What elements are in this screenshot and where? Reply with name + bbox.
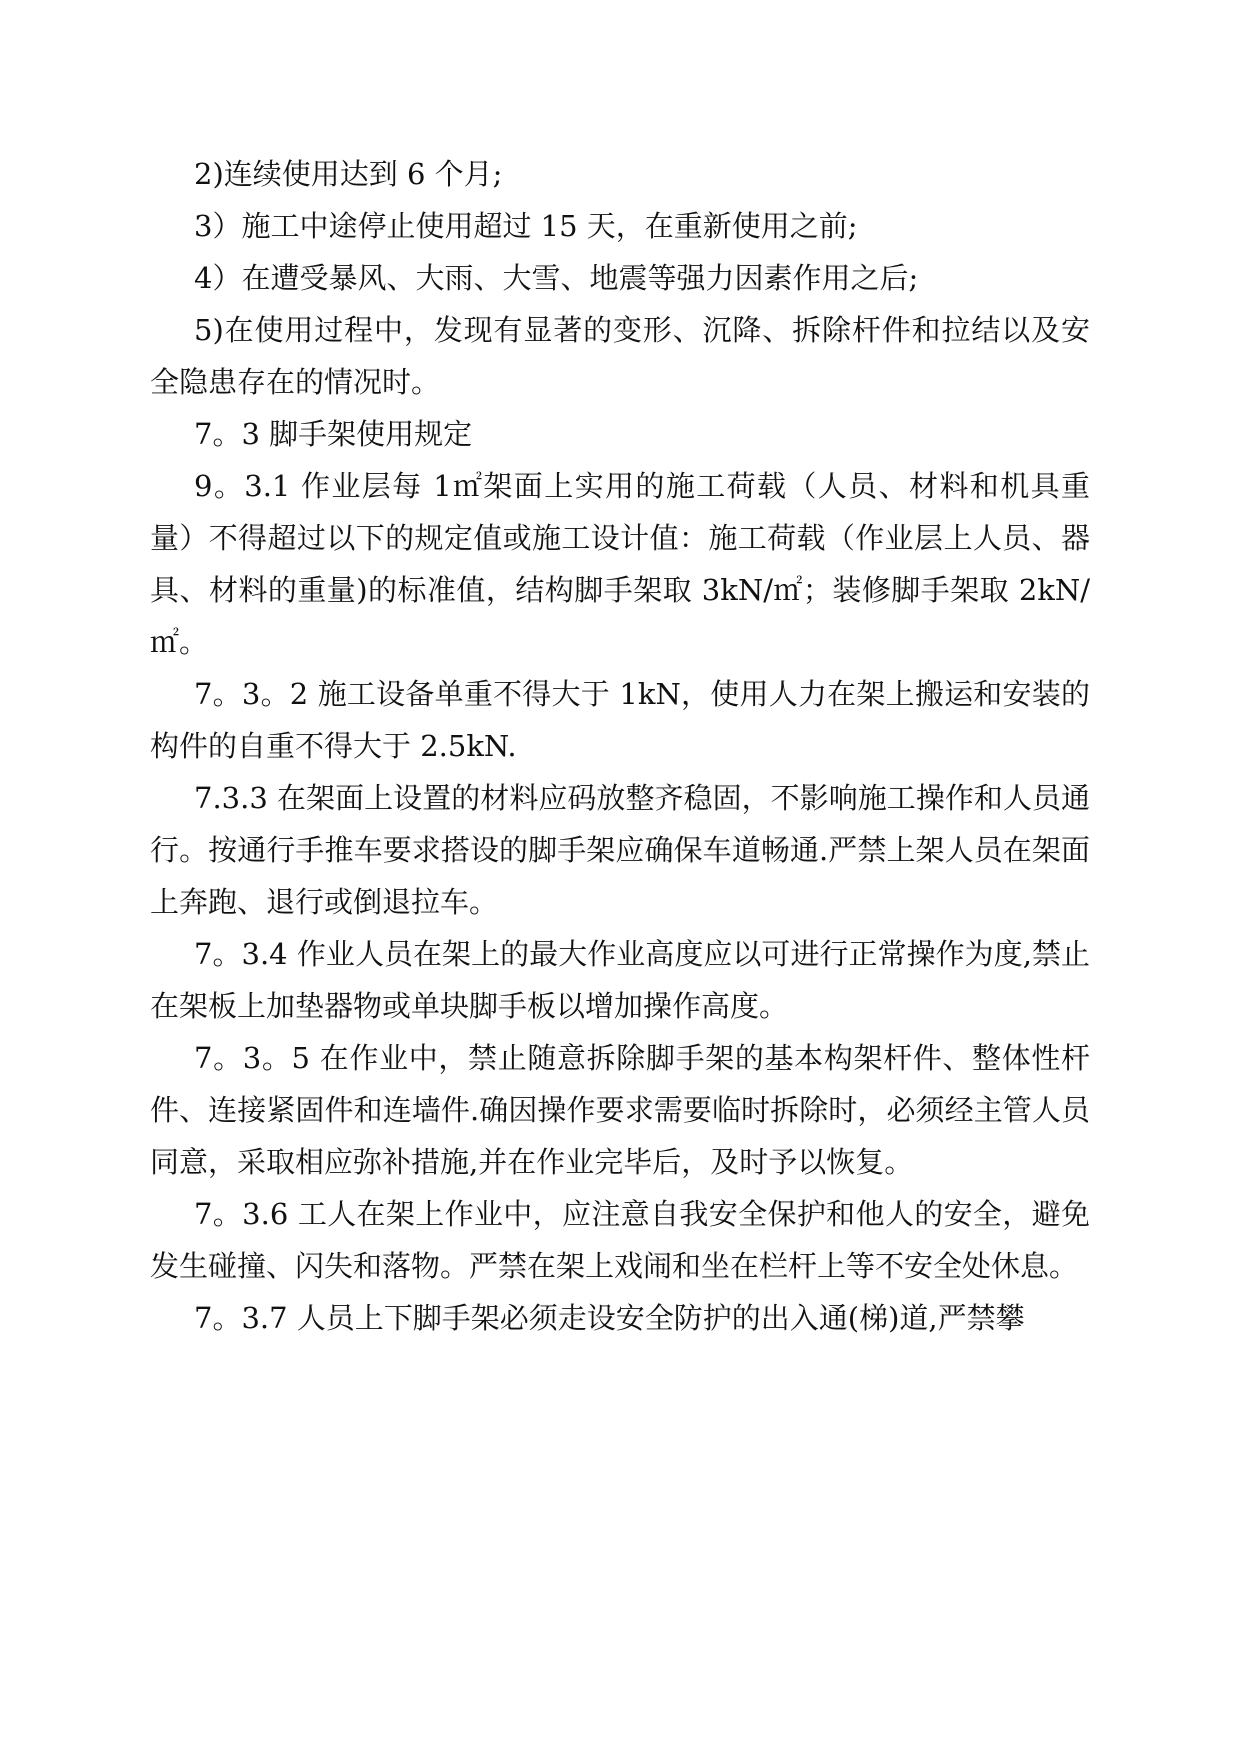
paragraph-7-3-7: 7。3.7 人员上下脚手架必须走设安全防护的出入通(梯)道,严禁攀 [194,1301,1025,1335]
paragraph-item-4: 4）在遭受暴风、大雨、大雪、地震等强力因素作用之后; [194,261,919,295]
paragraph-7-3-4: 7。3.4 作业人员在架上的最大作业高度应以可进行正常操作为度,禁止在架板上加垫器物或单块脚手板以增加操作高度。 [150,937,1090,1023]
paragraph-7-3-2: 7。3。2 施工设备单重不得大于 1kN，使用人力在架上搬运和安装的构件的自重不得大于 2.5kN. [150,677,1090,763]
paragraph-7-3-3: 7.3.3 在架面上设置的材料应码放整齐稳固，不影响施工操作和人员通行。按通行手推车要求搭设的脚手架应确保车道畅通.严禁上架人员在架面上奔跑、退行或倒退拉车。 [150,781,1090,919]
paragraph-item-3: 3）施工中途停止使用超过 15 天，在重新使用之前; [194,209,858,243]
document-body [150,148,1090,1344]
paragraph-9-3-1: 9。3.1 作业层每 1㎡架面上实用的施工荷载（人员、材料和机具重量）不得超过以下的规定值或施工设计值：施工荷载（作业层上人员、器具、材料的重量)的标准值，结构脚手架取 3kN/㎡；装修脚手架取 2kN/㎡。 [150,469,1090,659]
section-heading-7-3: 7。3 脚手架使用规定 [194,417,473,451]
paragraph-item-2: 2)连续使用达到 6 个月; [194,157,503,191]
paragraph-7-3-5: 7。3。5 在作业中，禁止随意拆除脚手架的基本构架杆件、整体性杆件、连接紧固件和连墙件.确因操作要求需要临时拆除时，必须经主管人员同意，采取相应弥补措施,并在作业完毕后，及时予以恢复。 [150,1041,1090,1179]
paragraph-7-3-6: 7。3.6 工人在架上作业中，应注意自我安全保护和他人的安全，避免发生碰撞、闪失和落物。严禁在架上戏闹和坐在栏杆上等不安全处休息。 [150,1197,1090,1283]
paragraph-item-5: 5)在使用过程中，发现有显著的变形、沉降、拆除杆件和拉结以及安全隐患存在的情况时。 [150,313,1090,399]
